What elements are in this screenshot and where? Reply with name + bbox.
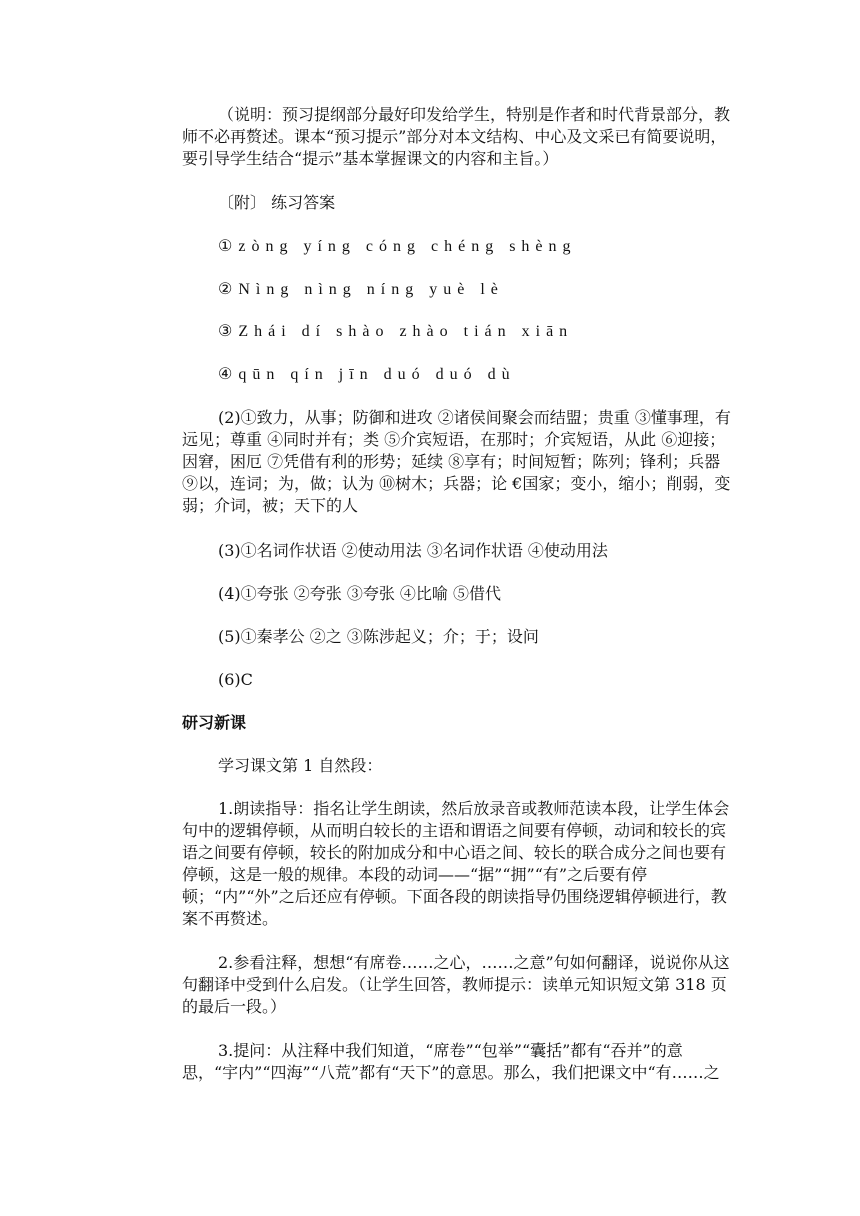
appendix-heading: 〔附〕 练习答案 — [218, 193, 336, 212]
study-item-1: 1.朗读指导：指名让学生朗读，然后放录音或教师范读本段，让学生体会句中的逻辑停顿，从而明白较长的主语和谓语之间要有停顿，动词和较长的宾语之间要有停顿，较长的附加成分和中心语之间、较长的联合成分之间也要有停顿，这是一般的规律。本段的动词——“据”“拥”“有”之后要有停顿；“内”“外”之后还应有停顿。下面各段的朗读指导仍围绕逻辑停顿进行，教案不再赘述。 — [182, 799, 730, 928]
study-item-3: 3.提问：从注释中我们知道，“席卷”“包举”“囊括”都有“吞并”的意思，“宇内”“四海”“八荒”都有“天下”的意思。那么，我们把课文中“有……之 — [182, 1041, 720, 1082]
pinyin-answer-4: ④qūn qín jīn duó duó dù — [218, 366, 516, 383]
intro-note: （说明：预习提纲部分最好印发给学生，特别是作者和时代背景部分，教师不必再赘述。课本“预习提示”部分对本文结构、中心及文采已有简要说明，要引导学生结合“提示”基本掌握课文的内容和主旨。） — [182, 105, 731, 168]
pinyin-answer-3: ③Zhái dí shào zhào tián xiān — [218, 323, 574, 340]
pinyin-answer-2: ②Nìng nìng níng yuè lè — [218, 281, 504, 298]
answer-5: (5)①秦孝公 ②之 ③陈涉起义；介；于；设问 — [218, 627, 539, 646]
pinyin-answer-1: ①zòng yíng cóng chéng shèng — [218, 238, 577, 255]
answer-4: (4)①夸张 ②夸张 ③夸张 ④比喻 ⑤借代 — [218, 584, 502, 603]
section-title: 研习新课 — [182, 713, 247, 732]
study-item-2: 2.参看注释，想想“有席卷……之心，……之意”句如何翻译，说说你从这句翻译中受到什么启发。（让学生回答，教师提示：读单元知识短文第 318 页的最后一段。） — [182, 953, 730, 1016]
study-intro: 学习课文第 1 自然段： — [218, 756, 383, 775]
answer-3: (3)①名词作状语 ②使动用法 ③名词作状语 ④使动用法 — [218, 541, 608, 560]
answer-6: (6)C — [218, 670, 253, 689]
answer-2: (2)①致力，从事；防御和进攻 ②诸侯间聚会而结盟；贵重 ③懂事理，有远见；尊重 ④同时并有；类 ⑤介宾短语，在那时；介宾短语，从此 ⑥迎接；因窘，困厄 ⑦凭借有利的形势；延续 ⑧享有；时间短暂；陈列；锋利；兵器 ⑨以，连词；为，做；认为 ⑩树木；兵器；论 €国家；变小，缩小；削弱，变弱；介词，被；天下的人 — [182, 408, 731, 515]
